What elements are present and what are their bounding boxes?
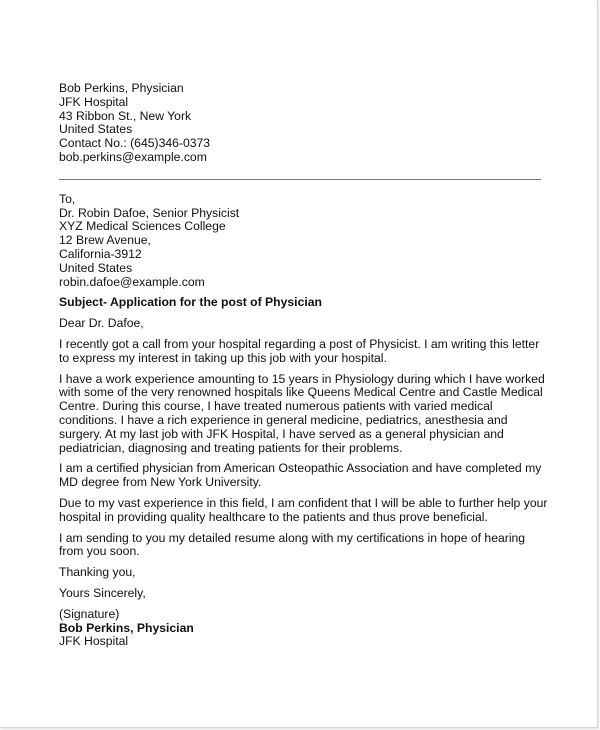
sender-line: United States bbox=[59, 122, 133, 137]
paragraph-line: I have a work experience amounting to 15 years in Physiology during which I have worked bbox=[59, 371, 545, 386]
paragraph-line: to express my interest in taking up this job with your hospital. bbox=[59, 350, 387, 365]
recipient-line: United States bbox=[59, 260, 133, 275]
recipient-line: To, bbox=[59, 191, 76, 206]
signature-name: Bob Perkins, Physician bbox=[59, 620, 194, 635]
paragraph-line: hospital in providing quality healthcare to the patients and thus prove beneficial. bbox=[59, 509, 488, 524]
paragraph-line: I recently got a call from your hospital regarding a post of Physicist. I am writing this letter bbox=[59, 336, 540, 351]
paragraph bbox=[59, 462, 541, 490]
paragraph-line: Centre. During this course, I have treated numerous patients with varied medical bbox=[59, 399, 493, 414]
recipient-address bbox=[59, 193, 541, 290]
thanks-line: Thanking you, bbox=[59, 565, 136, 580]
paragraph bbox=[59, 532, 541, 560]
signature-placeholder: (Signature) bbox=[59, 606, 120, 621]
sender-line: JFK Hospital bbox=[59, 94, 129, 109]
sender-line: 43 Ribbon St., New York bbox=[59, 108, 192, 123]
sender-line: bob.perkins@example.com bbox=[59, 149, 207, 164]
paragraph-line: conditions. I have a rich experience in general medicine, pediatrics, anesthesia and bbox=[59, 412, 508, 427]
recipient-line: California-3912 bbox=[59, 246, 142, 261]
paragraph-line: surgery. At my last job with JFK Hospital, I have served as a general physician and bbox=[59, 426, 504, 441]
sender-address bbox=[59, 82, 541, 165]
recipient-line: XYZ Medical Sciences College bbox=[59, 219, 226, 234]
recipient-line: 12 Brew Avenue, bbox=[59, 233, 151, 248]
letter-body bbox=[59, 81, 548, 649]
paragraph-line: I am a certified physician from American Osteopathic Association and have completed my bbox=[59, 461, 542, 476]
closing-line: Yours Sincerely, bbox=[59, 585, 146, 600]
divider bbox=[59, 179, 541, 180]
recipient-line: Dr. Robin Dafoe, Senior Physicist bbox=[59, 205, 240, 220]
paragraph bbox=[59, 338, 541, 366]
paragraph bbox=[59, 495, 548, 525]
subject-line: Subject- Application for the post of Physician bbox=[59, 295, 322, 310]
signature-org: JFK Hospital bbox=[59, 634, 129, 649]
paragraph-line: with some of the very renowned hospitals like Queens Medical Centre and Castle Medical bbox=[59, 385, 543, 400]
paragraph-line: from you soon. bbox=[59, 544, 140, 559]
recipient-line: robin.dafoe@example.com bbox=[59, 274, 205, 289]
sender-line: Bob Perkins, Physician bbox=[59, 81, 184, 95]
paragraph-line: I am sending to you my detailed resume along with my certifications in hope of hearing bbox=[59, 530, 526, 545]
paragraph-line: Due to my vast experience in this field, I am confident that I will be able to further help your bbox=[59, 495, 548, 510]
salutation: Dear Dr. Dafoe, bbox=[59, 316, 144, 331]
sender-line: Contact No.: (645)346-0373 bbox=[59, 136, 211, 151]
paragraph-line: pediatrician, diagnosing and treating patients for their problems. bbox=[59, 440, 403, 455]
paragraph-line: MD degree from New York University. bbox=[59, 475, 262, 490]
paragraph bbox=[59, 371, 545, 456]
signature-block bbox=[59, 608, 541, 649]
